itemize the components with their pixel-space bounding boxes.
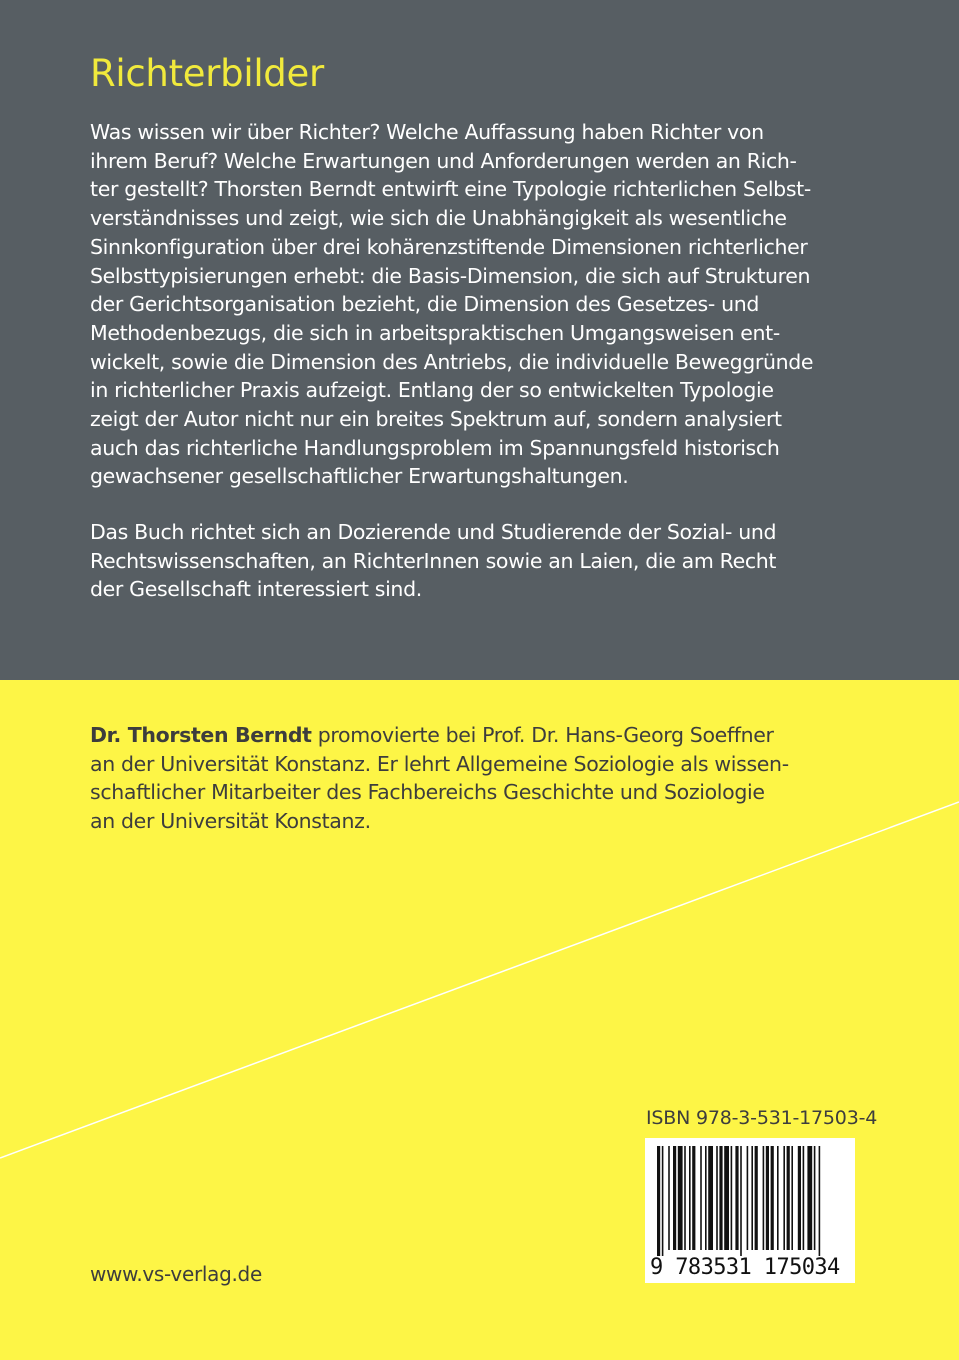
book-description xyxy=(90,118,870,491)
barcode-bar xyxy=(740,1146,742,1256)
description-line: Sinnkonfiguration über drei kohärenzstiftende Dimensionen richterlicher xyxy=(90,234,808,259)
barcode-bar xyxy=(705,1146,707,1250)
barcode-bar xyxy=(689,1146,691,1250)
barcode-bar xyxy=(668,1146,670,1250)
barcode-bars xyxy=(645,1138,855,1256)
description-line: Selbsttypisierungen erhebt: die Basis-Dimension, die sich auf Strukturen xyxy=(90,263,811,288)
description-line: verständnisses und zeigt, wie sich die Unabhängigkeit als wesentliche xyxy=(90,206,787,231)
audience-line: Das Buch richtet sich an Dozierende und Studierende der Sozial- und xyxy=(90,520,777,544)
author-bio-line: schaftlicher Mitarbeiter des Fachbereichs Geschichte und Soziologie xyxy=(90,780,765,805)
barcode-digits: 9 783531 175034 xyxy=(650,1255,840,1280)
barcode-bar xyxy=(662,1146,664,1256)
author-bio-line: an der Universität Konstanz. xyxy=(90,809,371,834)
author-bio-first-line xyxy=(90,721,870,750)
barcode-bar xyxy=(692,1146,695,1250)
barcode-bar xyxy=(791,1146,793,1250)
audience-line: der Gesellschaft interessiert sind. xyxy=(90,577,422,602)
author-bio-line: an der Universität Konstanz. Er lehrt Allgemeine Soziologie als wissen- xyxy=(90,751,789,776)
barcode-bar xyxy=(803,1146,805,1250)
barcode-bar xyxy=(708,1146,713,1250)
barcode-bar xyxy=(719,1146,722,1250)
barcode xyxy=(645,1138,855,1283)
author-bio-text: promovierte bei Prof. Dr. Hans-Georg Soeffner xyxy=(311,723,774,747)
description-line: in richterlicher Praxis aufzeigt. Entlang der so entwickelten Typologie xyxy=(90,378,774,403)
audience-line: Rechtswissenschaften, an RichterInnen sowie an Laien, die am Recht xyxy=(90,548,777,573)
barcode-bar xyxy=(678,1146,683,1250)
barcode-bar xyxy=(766,1146,769,1250)
description-line: zeigt der Autor nicht nur ein breites Spektrum auf, sondern analysiert xyxy=(90,407,782,432)
barcode-bar xyxy=(751,1146,753,1250)
isbn-text: ISBN 978-3-531-17503-4 xyxy=(646,1107,878,1129)
author-name: Dr. Thorsten Berndt xyxy=(90,723,312,747)
barcode-bar xyxy=(747,1146,749,1250)
barcode-bar xyxy=(819,1146,821,1256)
description-line: der Gerichtsorganisation bezieht, die Dimension des Gesetzes- und xyxy=(90,292,760,317)
description-line: ihrem Beruf? Welche Erwartungen und Anforderungen werden an Rich- xyxy=(90,148,797,173)
barcode-bar xyxy=(798,1146,801,1250)
barcode-bar xyxy=(673,1146,676,1250)
barcode-bar xyxy=(814,1146,816,1250)
barcode-bar xyxy=(771,1146,774,1250)
barcode-bar xyxy=(755,1146,758,1250)
barcode-bar xyxy=(731,1146,733,1250)
publisher-website: www.vs-verlag.de xyxy=(90,1262,262,1286)
audience-paragraph xyxy=(90,518,870,604)
description-line: Was wissen wir über Richter? Welche Auffassung haben Richter von xyxy=(90,120,764,144)
book-title: Richterbilder xyxy=(90,52,324,95)
barcode-bar xyxy=(807,1146,812,1250)
barcode-bar xyxy=(763,1146,765,1250)
barcode-bar xyxy=(783,1146,785,1250)
description-line: auch das richterliche Handlungsproblem im Spannungsfeld historisch xyxy=(90,435,780,460)
barcode-bar xyxy=(684,1146,686,1250)
description-line: Methodenbezugs, die sich in arbeitspraktischen Umgangsweisen ent- xyxy=(90,320,780,345)
barcode-bar xyxy=(787,1146,790,1250)
barcode-bar xyxy=(657,1146,660,1256)
barcode-bar xyxy=(724,1146,729,1250)
description-line: ter gestellt? Thorsten Berndt entwirft eine Typologie richterlichen Selbst- xyxy=(90,177,811,202)
barcode-bar xyxy=(700,1146,702,1250)
author-bio xyxy=(90,721,870,836)
barcode-bar xyxy=(716,1146,718,1250)
description-line: wickelt, sowie die Dimension des Antriebs, die individuelle Beweggründe xyxy=(90,349,814,374)
barcode-bar xyxy=(777,1146,779,1250)
barcode-bar xyxy=(735,1146,738,1250)
description-line: gewachsener gesellschaftlicher Erwartungshaltungen. xyxy=(90,464,629,489)
